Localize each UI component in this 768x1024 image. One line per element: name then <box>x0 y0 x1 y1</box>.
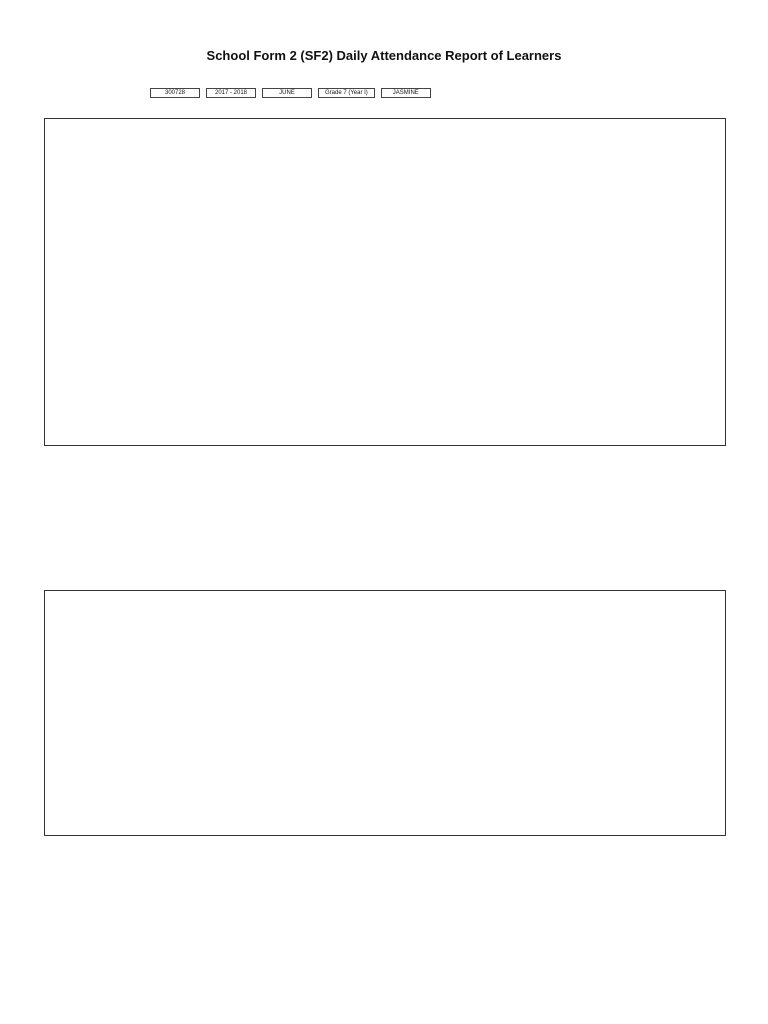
form-footer <box>44 840 724 1020</box>
female-attendance-table <box>44 590 726 836</box>
form-title: School Form 2 (SF2) Daily Attendance Report of Learners <box>206 48 562 63</box>
school-id-value: 300728 <box>150 88 200 98</box>
form-header <box>150 88 431 98</box>
month-value: JUNE <box>262 88 312 98</box>
male-attendance-table <box>44 118 726 446</box>
grade-level-value: Grade 7 (Year I) <box>318 88 375 98</box>
school-year-value: 2017 - 2018 <box>206 88 256 98</box>
section-value: JASMINE <box>381 88 431 98</box>
